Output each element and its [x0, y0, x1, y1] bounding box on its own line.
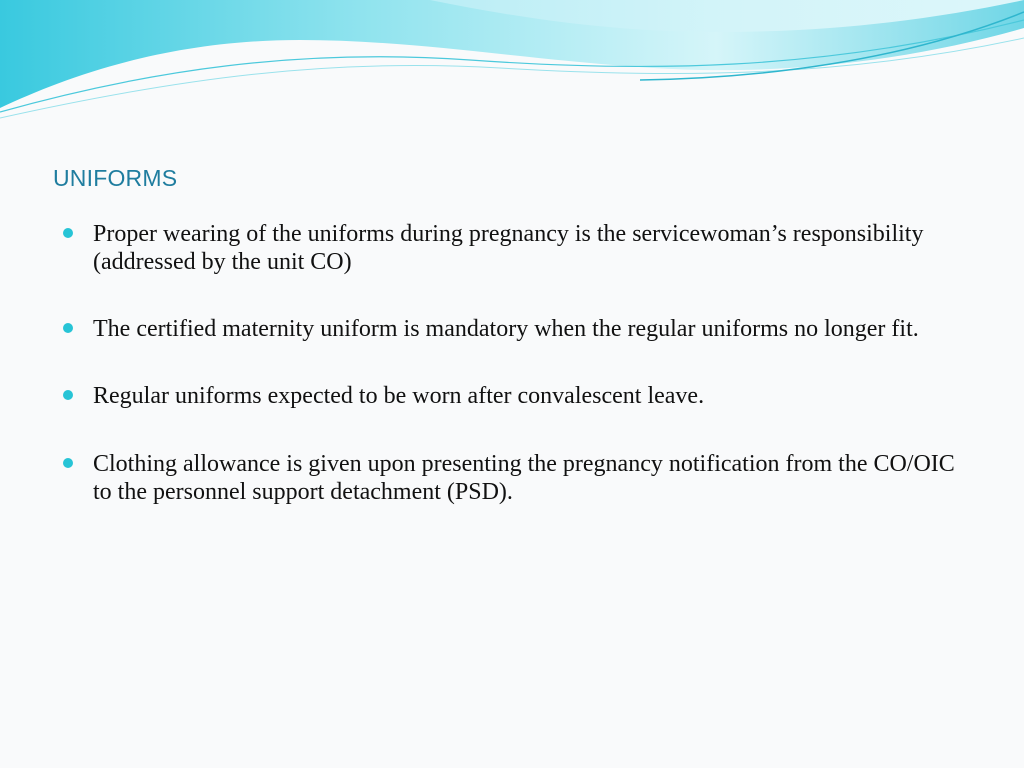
bullet-text: The certified maternity uniform is mandatory when the regular uniforms no longer fit.	[93, 316, 919, 342]
bullet-list	[60, 220, 960, 506]
decorative-wave-header	[0, 0, 1024, 130]
bullet-text: Proper wearing of the uniforms during pregnancy is the servicewoman’s responsibility (addressed by the unit CO)	[93, 221, 924, 275]
bullet-dot-icon	[63, 323, 73, 333]
slide-title: UNIFORMS	[53, 165, 178, 191]
bullet-text: Clothing allowance is given upon presenting the pregnancy notification from the CO/OIC to the personnel support detachment (PSD).	[93, 451, 955, 505]
bullet-dot-icon	[63, 390, 73, 400]
bullet-text: Regular uniforms expected to be worn after convalescent leave.	[93, 383, 705, 409]
bullet-item	[60, 220, 960, 276]
bullet-item	[60, 382, 960, 410]
bullet-dot-icon	[63, 228, 73, 238]
bullet-item	[60, 450, 960, 506]
bullet-dot-icon	[63, 458, 73, 468]
bullet-item	[60, 315, 960, 343]
